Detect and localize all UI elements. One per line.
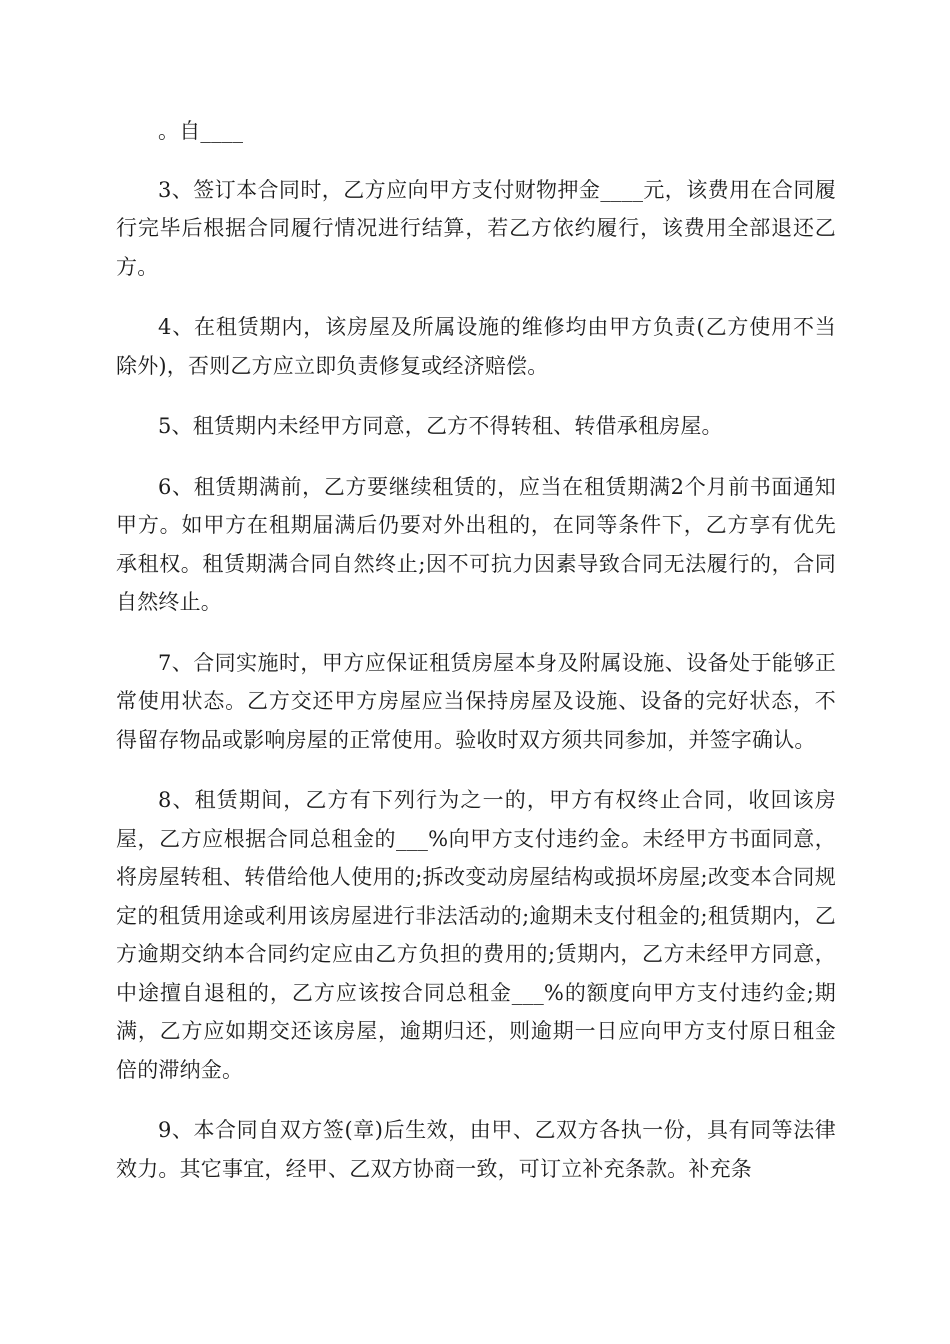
paragraph-clause-4: 4、在租赁期内，该房屋及所属设施的维修均由甲方负责(乙方使用不当除外)，否则乙方应立即负责修复或经济赔偿。 — [116, 315, 836, 378]
paragraph-clause-9: 9、本合同自双方签(章)后生效，由甲、乙双方各执一份，具有同等法律效力。其它事宜，经甲、乙双方协商一致，可订立补充条款。补充条 — [116, 1118, 836, 1181]
paragraph-clause-6: 6、租赁期满前，乙方要继续租赁的，应当在租赁期满2个月前书面通知甲方。如甲方在租期届满后仍要对外出租的，在同等条件下，乙方享有优先承租权。租赁期满合同自然终止;因不可抗力因素导致合同无法履行的，合同自然终止。 — [116, 474, 836, 614]
paragraph-continuation: 。自____ — [158, 119, 244, 143]
paragraph-clause-5: 5、租赁期内未经甲方同意，乙方不得转租、转借承租房屋。 — [158, 414, 723, 438]
document-body — [116, 112, 836, 1210]
paragraph-clause-8: 8、租赁期间，乙方有下列行为之一的，甲方有权终止合同，收回该房屋，乙方应根据合同总租金的___%向甲方支付违约金。未经甲方书面同意，将房屋转租、转借给他人使用的;拆改变动房屋结构或损坏房屋;改变本合同规定的租赁用途或利用该房屋进行非法活动的;逾期未支付租金的;租赁期内，乙方逾期交纳本合同约定应由乙方负担的费用的;赁期内，乙方未经甲方同意，中途擅自退租的，乙方应该按合同总租金___%的额度向甲方支付违约金;期满，乙方应如期交还该房屋，逾期归还，则逾期一日应向甲方支付原日租金倍的滞纳金。 — [116, 788, 836, 1082]
paragraph-clause-7: 7、合同实施时，甲方应保证租赁房屋本身及附属设施、设备处于能够正常使用状态。乙方交还甲方房屋应当保持房屋及设施、设备的完好状态，不得留存物品或影响房屋的正常使用。验收时双方须共同参加，并签字确认。 — [116, 650, 836, 752]
paragraph-clause-3: 3、签订本合同时，乙方应向甲方支付财物押金____元，该费用在合同履行完毕后根据合同履行情况进行结算，若乙方依约履行，该费用全部退还乙方。 — [116, 177, 836, 279]
